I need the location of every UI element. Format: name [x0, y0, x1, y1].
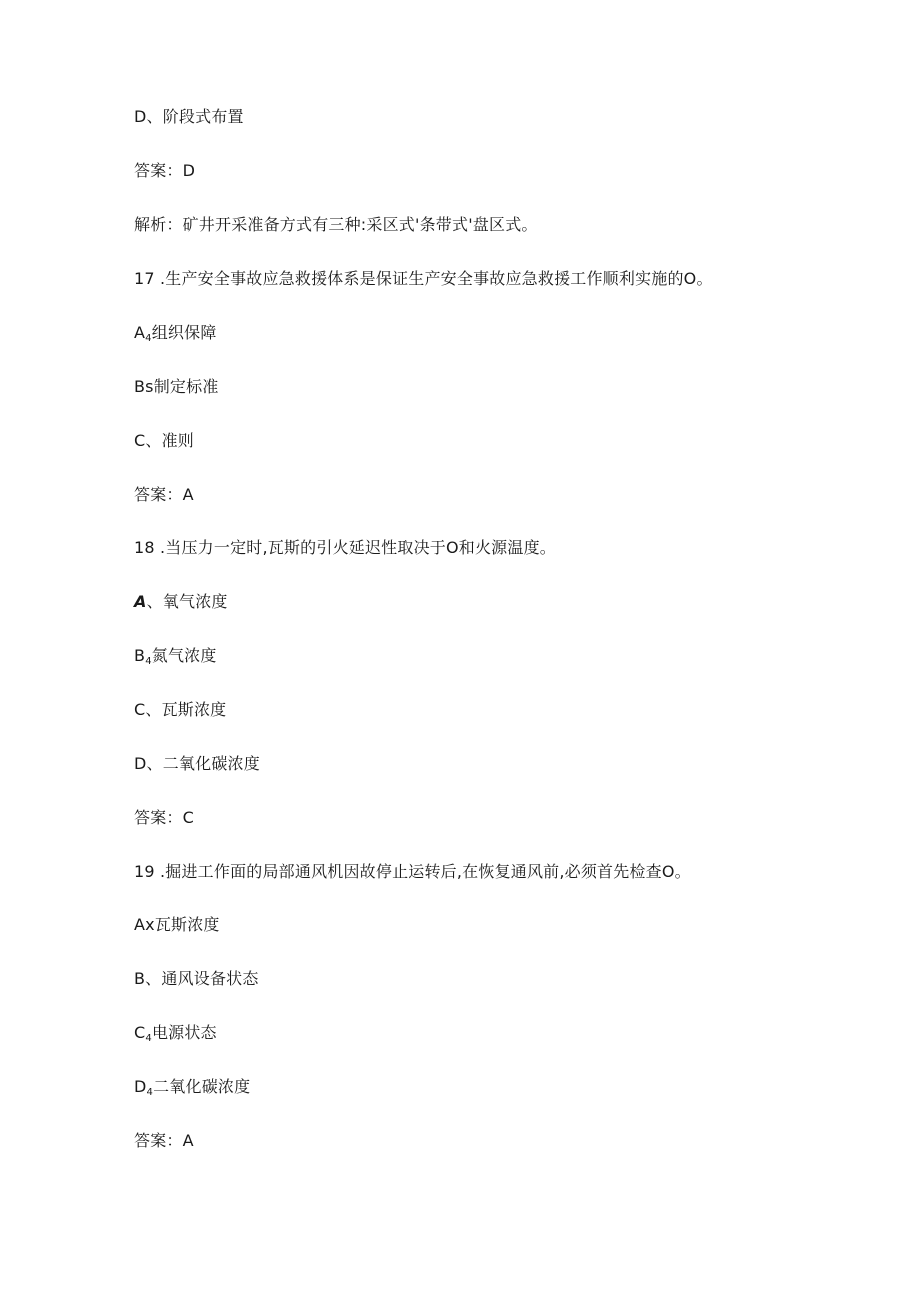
q18-option-d: D、二氧化碳浓度 — [134, 754, 260, 773]
q16-explanation: 解析：矿井开采准备方式有三种:采区式'条带式'盘区式。 — [134, 215, 538, 234]
q18-option-b-sub: 4 — [145, 656, 152, 667]
q18-option-a-text: 、氧气浓度 — [146, 592, 228, 611]
q16-answer: 答案：D — [134, 161, 196, 180]
q19-option-b: B、通风设备状态 — [134, 969, 259, 988]
q18-option-a-letter: A — [134, 592, 147, 611]
q17-option-b: Bs制定标准 — [134, 377, 219, 396]
q17-number: 17 — [134, 269, 155, 288]
q18-text: .当压力一定时,瓦斯的引火延迟性取决于O和火源温度。 — [160, 538, 556, 557]
q18-option-b — [134, 646, 217, 672]
q18-number: 18 — [134, 538, 155, 557]
q19-option-c — [134, 1023, 217, 1049]
q19-text: .掘进工作面的局部通风机因故停止运转后,在恢复通风前,必须首先检查O。 — [160, 862, 691, 881]
q19-option-d — [134, 1077, 250, 1103]
q19-number: 19 — [134, 862, 155, 881]
q18-answer: 答案：C — [134, 808, 194, 827]
q19-option-c-letter: C — [134, 1023, 146, 1042]
q18-option-a — [134, 592, 228, 612]
q18-option-c: C、瓦斯浓度 — [134, 700, 227, 719]
q19-question — [134, 862, 691, 882]
q18-option-b-letter: B — [134, 646, 146, 665]
q19-option-c-text: 电源状态 — [151, 1023, 217, 1042]
q19-option-a: Ax瓦斯浓度 — [134, 915, 220, 934]
q17-option-a-text: 组织保障 — [151, 323, 217, 342]
q19-option-d-text: 二氧化碳浓度 — [153, 1077, 251, 1096]
q17-option-a — [134, 323, 217, 349]
q17-question — [134, 269, 713, 289]
q17-answer: 答案：A — [134, 485, 194, 504]
q18-question — [134, 538, 556, 558]
q17-option-a-letter: A — [134, 323, 146, 342]
q19-option-c-sub: 4 — [145, 1033, 152, 1044]
q19-option-d-letter: D — [134, 1077, 147, 1096]
q19-answer: 答案：A — [134, 1131, 194, 1150]
q17-text: .生产安全事故应急救援体系是保证生产安全事故应急救援工作顺利实施的O。 — [160, 269, 713, 288]
q19-option-d-sub: 4 — [146, 1087, 154, 1098]
q17-option-a-sub: 4 — [145, 333, 152, 344]
q17-option-c: C、准则 — [134, 431, 194, 450]
q18-option-b-text: 氮气浓度 — [151, 646, 217, 665]
q16-option-d: D、阶段式布置 — [134, 107, 244, 126]
